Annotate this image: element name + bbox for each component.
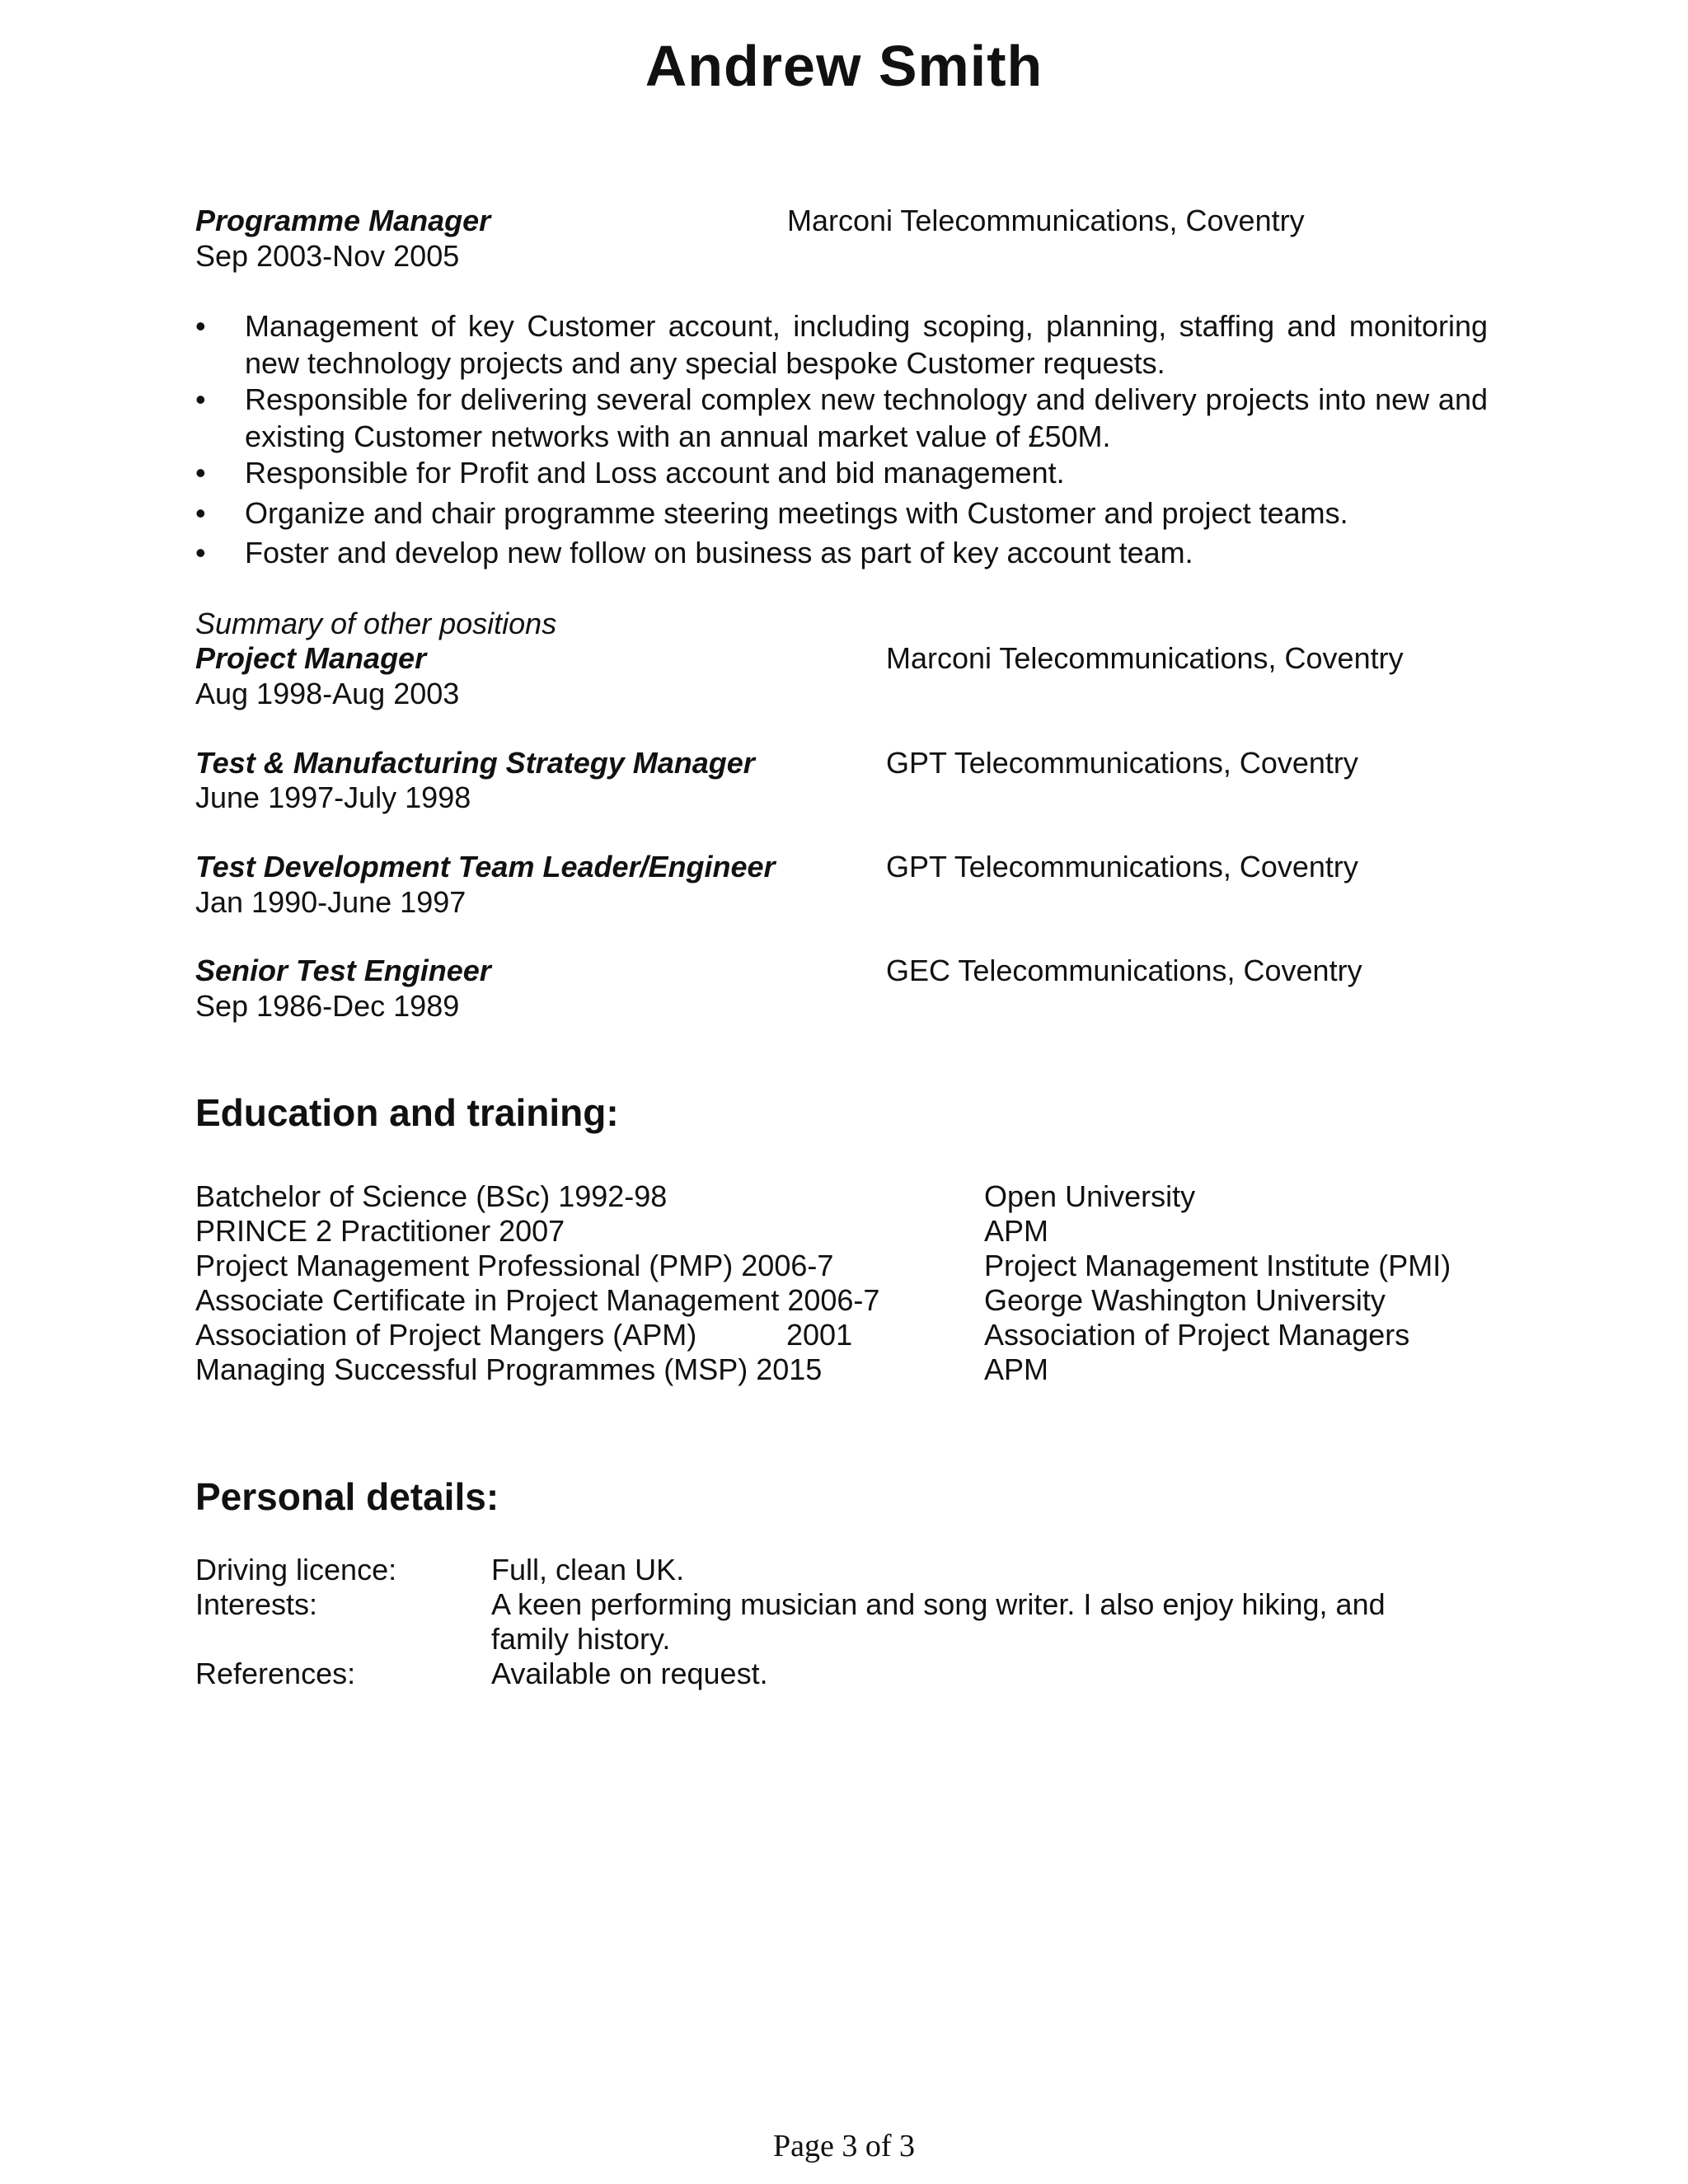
personal-value: A keen performing musician and song writer. I also enjoy hiking, and family history. (491, 1587, 1386, 1656)
page-number: Page 3 of 3 (772, 2129, 916, 2163)
position-dates: June 1997-July 1998 (195, 780, 471, 814)
education-qualification: Managing Successful Programmes (MSP) 2015 (195, 1352, 823, 1386)
education-heading: Education and training: (195, 1091, 619, 1134)
bullet-icon: • (195, 536, 206, 569)
list-item (195, 308, 1488, 382)
position-dates: Aug 1998-Aug 2003 (195, 677, 460, 710)
personal-label: Interests: (195, 1587, 318, 1621)
responsibility-text: Management of key Customer account, including scoping, planning, staffing and monitoring new technology projects and any special bespoke Customer requests. (245, 309, 1488, 380)
responsibility-text: Foster and develop new follow on business as part of key account team. (245, 536, 1193, 569)
current-role-title: Programme Manager (195, 204, 491, 237)
education-institution: Association of Project Managers (984, 1318, 1410, 1352)
position-company: GEC Telecommunications, Coventry (886, 954, 1362, 987)
education-year: 2001 (786, 1318, 853, 1352)
education-qualification: Batchelor of Science (BSc) 1992-98 (195, 1179, 668, 1213)
education-institution: APM (984, 1352, 1049, 1386)
position-title: Test & Manufacturing Strategy Manager (195, 746, 755, 780)
education-qualification: PRINCE 2 Practitioner 2007 (195, 1214, 565, 1248)
responsibility-text: Responsible for delivering several complex new technology and delivery projects into new and existing Customer networks with an annual market value of £50M. (245, 382, 1488, 453)
responsibility-text: Organize and chair programme steering meetings with Customer and project teams. (245, 495, 1348, 530)
education-institution: George Washington University (984, 1283, 1386, 1317)
education-institution: Open University (984, 1179, 1196, 1213)
position-dates: Jan 1990-June 1997 (195, 885, 467, 919)
responsibilities-list (195, 308, 1488, 572)
bullet-icon: • (195, 495, 206, 530)
position-title: Project Manager (195, 641, 427, 675)
education-qualification: Association of Project Mangers (APM) (195, 1318, 697, 1352)
current-role-dates: Sep 2003-Nov 2005 (195, 239, 460, 273)
personal-heading: Personal details: (195, 1475, 499, 1518)
education-institution: APM (984, 1214, 1049, 1248)
position-dates: Sep 1986-Dec 1989 (195, 989, 460, 1023)
bullet-icon: • (195, 382, 206, 416)
list-item (195, 535, 1488, 572)
current-role-company: Marconi Telecommunications, Coventry (787, 204, 1305, 237)
list-item (195, 455, 1488, 492)
list-item (195, 382, 1488, 455)
position-company: Marconi Telecommunications, Coventry (886, 641, 1404, 675)
bullet-icon: • (195, 309, 206, 343)
personal-value: Available on request. (491, 1657, 768, 1690)
education-institution: Project Management Institute (PMI) (984, 1249, 1451, 1282)
personal-value: Full, clean UK. (491, 1553, 685, 1586)
education-qualification: Associate Certificate in Project Management 2006-7 (195, 1283, 880, 1317)
responsibility-text: Responsible for Profit and Loss account and bid management. (245, 456, 1065, 490)
other-positions-label: Summary of other positions (195, 607, 557, 640)
list-item (195, 495, 1488, 532)
position-company: GPT Telecommunications, Coventry (886, 746, 1358, 780)
position-company: GPT Telecommunications, Coventry (886, 850, 1358, 883)
position-title: Test Development Team Leader/Engineer (195, 850, 776, 883)
bullet-icon: • (195, 456, 206, 490)
position-title: Senior Test Engineer (195, 954, 491, 987)
personal-label: Driving licence: (195, 1553, 397, 1586)
education-qualification: Project Management Professional (PMP) 2006-7 (195, 1249, 834, 1282)
candidate-name: Andrew Smith (645, 34, 1043, 98)
personal-label: References: (195, 1657, 356, 1690)
